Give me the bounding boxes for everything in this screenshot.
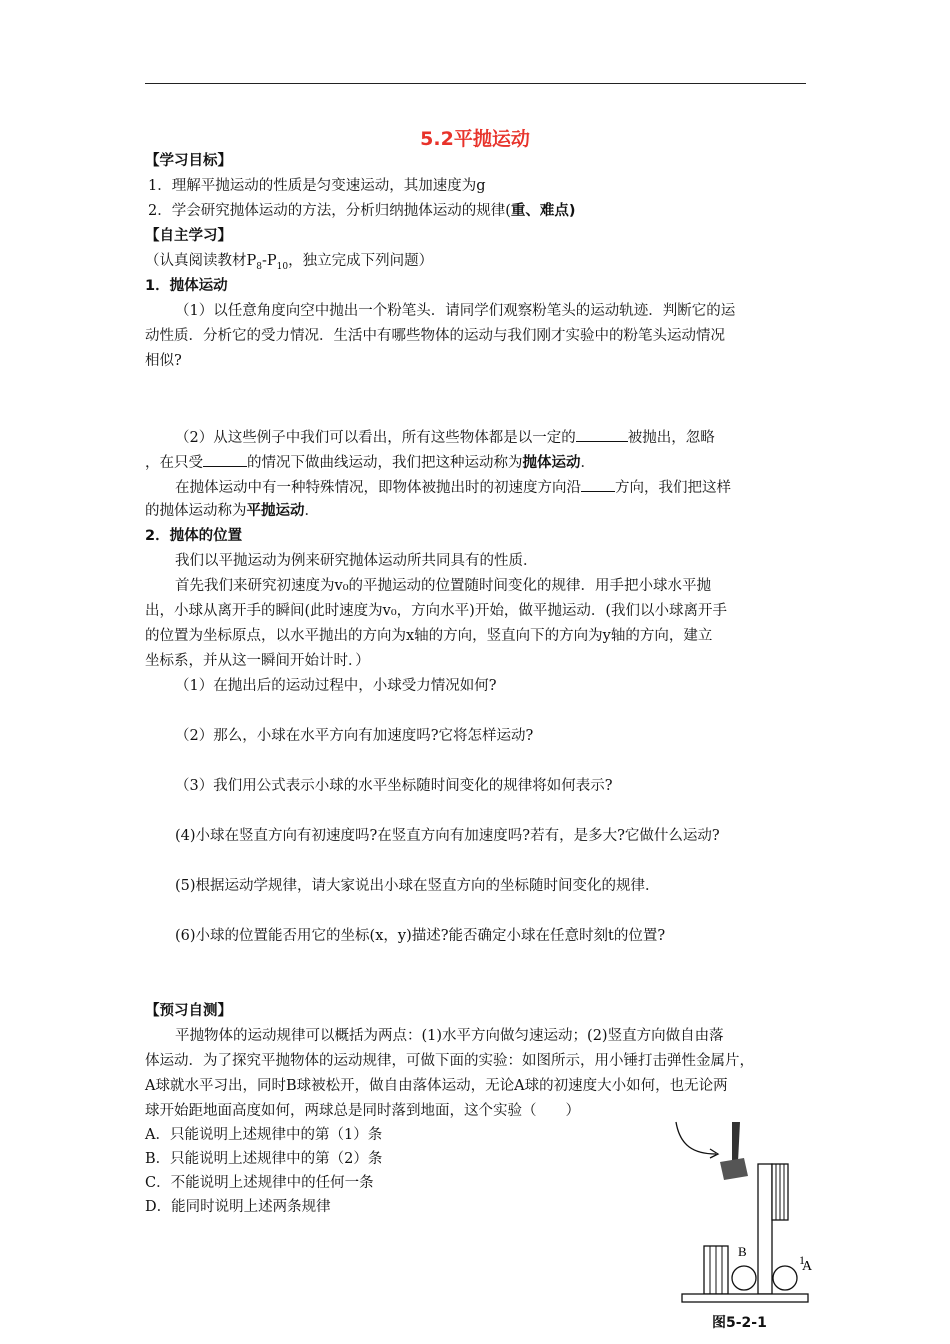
option-a: A．只能说明上述规律中的第（1）条 [145,1127,383,1143]
label-a: A [802,1259,813,1274]
question-4: (4)小球在竖直方向有初速度吗?在竖直方向有加速度吗?若有，是多大?它做什么运动? [175,828,720,844]
pretest-line-1: 平抛物体的运动规律可以概括为两点：(1)水平方向做匀速运动；(2)竖直方向做自由落 [175,1028,724,1044]
paragraph-4: 我们以平抛运动为例来研究抛体运动所共同具有的性质． [175,553,538,569]
goal-item-1: 1．理解平抛运动的性质是匀变速运动，其加速度为g [148,178,486,194]
reading-note: （认真阅读教材$P_8-P_{10}$，独立完成下列问题） [145,253,434,272]
page-title: 5.2平抛运动 [420,128,530,150]
section-1-heading: 1．抛体运动 [145,278,228,294]
paragraph-2-line-1: （2）从这些例子中我们可以看出，所有这些物体都是以一定的 被抛出，忽略 [175,427,715,447]
label-1: 1 [799,1253,805,1267]
base [682,1294,808,1302]
goal-item-2: 2．学会研究抛体运动的方法，分析归纳抛体运动的规律(重、难点) [148,203,576,219]
section-2-heading: 2．抛体的位置 [145,528,243,544]
question-5: (5)根据运动学规律，请大家说出小球在竖直方向的坐标随时间变化的规律． [175,878,660,894]
ball-b [732,1266,756,1290]
paragraph-3-line-1: 在抛体运动中有一种特殊情况，即物体被抛出时的初速度方向沿 方向，我们把这样 [175,477,731,497]
paragraph-5-line-1: 首先我们来研究初速度为v₀的平抛运动的位置随时间变化的规律．用手把小球水平抛 [175,578,712,594]
question-6: (6)小球的位置能否用它的坐标(x，y)描述?能否确定小球在任意时刻t的位置? [175,928,666,944]
header-rule [145,83,806,84]
goals-heading: 【学习目标】 [145,153,232,169]
question-3: （3）我们用公式表示小球的水平坐标随时间变化的规律将如何表示? [175,778,613,794]
ball-a [773,1266,797,1290]
experiment-figure [672,1118,822,1308]
paragraph-2-line-2: ，在只受 的情况下做曲线运动，我们把这种运动称为抛体运动． [145,452,595,472]
pretest-line-2: 体运动．为了探究平抛物体的运动规律，可做下面的实验：如图所示，用小锤打击弹性金属片， [145,1053,754,1069]
option-d: D．能同时说明上述两条规律 [145,1199,331,1215]
paragraph-3-line-2: 的抛体运动称为平抛运动． [145,503,319,519]
paragraph-5-line-4: 坐标系，并从这一瞬间开始计时．） [145,653,370,669]
self-study-heading: 【自主学习】 [145,228,232,244]
hammer-icon [720,1122,748,1180]
right-stand [758,1164,772,1294]
paragraph-5-line-2: 出，小球从离开手的瞬间(此时速度为v₀，方向水平)开始，做平抛运动．(我们以小球离开手 [145,603,727,619]
paragraph-1-line-2: 动性质．分析它的受力情况．生活中有哪些物体的运动与我们刚才实验中的粉笔头运动情况 [145,328,725,344]
question-1: （1）在抛出后的运动过程中，小球受力情况如何? [175,678,497,694]
pretest-heading: 【预习自测】 [145,1003,232,1019]
option-b: B．只能说明上述规律中的第（2）条 [145,1151,383,1167]
question-2: （2）那么，小球在水平方向有加速度吗?它将怎样运动? [175,728,534,744]
pretest-line-3: A球就水平习出，同时B球被松开，做自由落体运动，无论A球的初速度大小如何，也无论两 [145,1078,728,1094]
label-b: B [738,1244,747,1259]
pretest-line-4: 球开始距地面高度如何，两球总是同时落到地面，这个实验（ ） [145,1103,580,1119]
paragraph-1-line-3: 相似? [145,353,182,369]
figure-caption: 图5-2-1 [712,1315,767,1331]
option-c: C．不能说明上述规律中的任何一条 [145,1175,374,1191]
paragraph-5-line-3: 的位置为坐标原点，以水平抛出的方向为x轴的方向，竖直向下的方向为y轴的方向，建立 [145,628,713,644]
paragraph-1-line-1: （1）以任意角度向空中抛出一个粉笔头．请同学们观察粉笔头的运动轨迹．判断它的运 [175,303,736,319]
